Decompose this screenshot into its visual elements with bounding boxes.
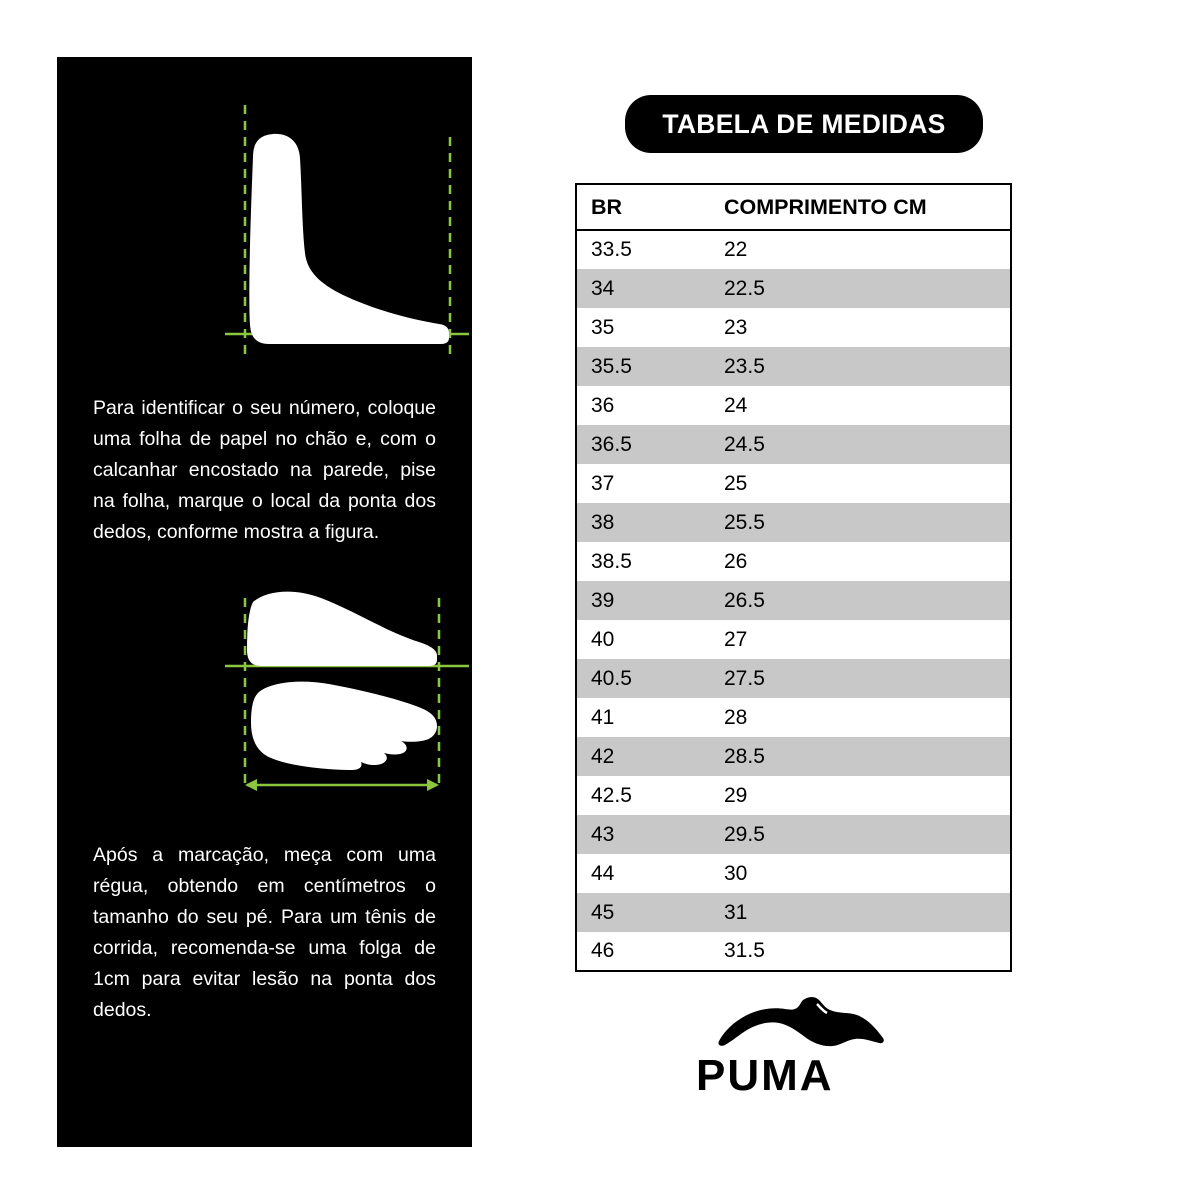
cell-br: 34 [576, 269, 710, 308]
foot-top-view-icon [57, 580, 472, 830]
cell-length-cm: 24 [710, 386, 1011, 425]
cell-br: 36 [576, 386, 710, 425]
table-row [576, 893, 1011, 932]
cell-length-cm: 24.5 [710, 425, 1011, 464]
table-row [576, 620, 1011, 659]
instructions-panel [57, 57, 472, 1147]
table-row [576, 737, 1011, 776]
cell-length-cm: 29 [710, 776, 1011, 815]
cell-br: 38 [576, 503, 710, 542]
size-table-panel [575, 95, 1145, 1098]
svg-text:PUMA: PUMA [696, 1054, 834, 1098]
cell-length-cm: 31 [710, 893, 1011, 932]
cell-br: 43 [576, 815, 710, 854]
foot-measure-figure-2 [57, 580, 472, 830]
table-row [576, 698, 1011, 737]
cell-length-cm: 31.5 [710, 932, 1011, 971]
page-title: TABELA DE MEDIDAS [625, 95, 983, 153]
cell-br: 41 [576, 698, 710, 737]
table-row [576, 269, 1011, 308]
foot-side-profile-icon [57, 57, 472, 387]
cell-length-cm: 23.5 [710, 347, 1011, 386]
table-row [576, 386, 1011, 425]
table-row [576, 854, 1011, 893]
cell-length-cm: 26 [710, 542, 1011, 581]
cell-br: 40 [576, 620, 710, 659]
table-row [576, 230, 1011, 269]
cell-length-cm: 30 [710, 854, 1011, 893]
cell-br: 33.5 [576, 230, 710, 269]
puma-cat-icon [699, 994, 889, 1052]
table-row [576, 464, 1011, 503]
cell-length-cm: 25.5 [710, 503, 1011, 542]
table-row [576, 542, 1011, 581]
column-header-length: COMPRIMENTO CM [710, 184, 1011, 230]
table-row [576, 581, 1011, 620]
table-row [576, 776, 1011, 815]
cell-length-cm: 27 [710, 620, 1011, 659]
cell-length-cm: 23 [710, 308, 1011, 347]
table-header-row [576, 184, 1011, 230]
instruction-text-1: Para identificar o seu número, coloque uma folha de papel no chão e, com o calcanhar encostado na parede, pise na folha, marque o local da ponta dos dedos, conforme mostra a figura. [93, 397, 436, 543]
table-row [576, 503, 1011, 542]
cell-br: 42 [576, 737, 710, 776]
table-row [576, 815, 1011, 854]
puma-wordmark [696, 1054, 891, 1098]
cell-length-cm: 22.5 [710, 269, 1011, 308]
cell-br: 35 [576, 308, 710, 347]
cell-length-cm: 29.5 [710, 815, 1011, 854]
brand-logo [575, 994, 1012, 1098]
size-chart-table [575, 183, 1012, 972]
table-body [576, 230, 1011, 971]
cell-br: 46 [576, 932, 710, 971]
cell-length-cm: 25 [710, 464, 1011, 503]
cell-length-cm: 28.5 [710, 737, 1011, 776]
cell-br: 45 [576, 893, 710, 932]
instruction-text-2: Após a marcação, meça com uma régua, obtendo em centímetros o tamanho do seu pé. Para um tênis de corrida, recomenda-se uma folga de 1cm para evitar lesão na ponta dos dedos. [93, 844, 436, 1021]
cell-length-cm: 27.5 [710, 659, 1011, 698]
cell-br: 44 [576, 854, 710, 893]
cell-length-cm: 22 [710, 230, 1011, 269]
cell-length-cm: 26.5 [710, 581, 1011, 620]
cell-br: 42.5 [576, 776, 710, 815]
table-row [576, 308, 1011, 347]
foot-measure-figure-1 [57, 57, 472, 387]
cell-br: 38.5 [576, 542, 710, 581]
column-header-br: BR [576, 184, 710, 230]
cell-br: 36.5 [576, 425, 710, 464]
table-row [576, 425, 1011, 464]
cell-br: 37 [576, 464, 710, 503]
cell-br: 40.5 [576, 659, 710, 698]
table-row [576, 932, 1011, 971]
cell-length-cm: 28 [710, 698, 1011, 737]
table-header [576, 184, 1011, 230]
table-row [576, 659, 1011, 698]
cell-br: 39 [576, 581, 710, 620]
cell-br: 35.5 [576, 347, 710, 386]
table-row [576, 347, 1011, 386]
